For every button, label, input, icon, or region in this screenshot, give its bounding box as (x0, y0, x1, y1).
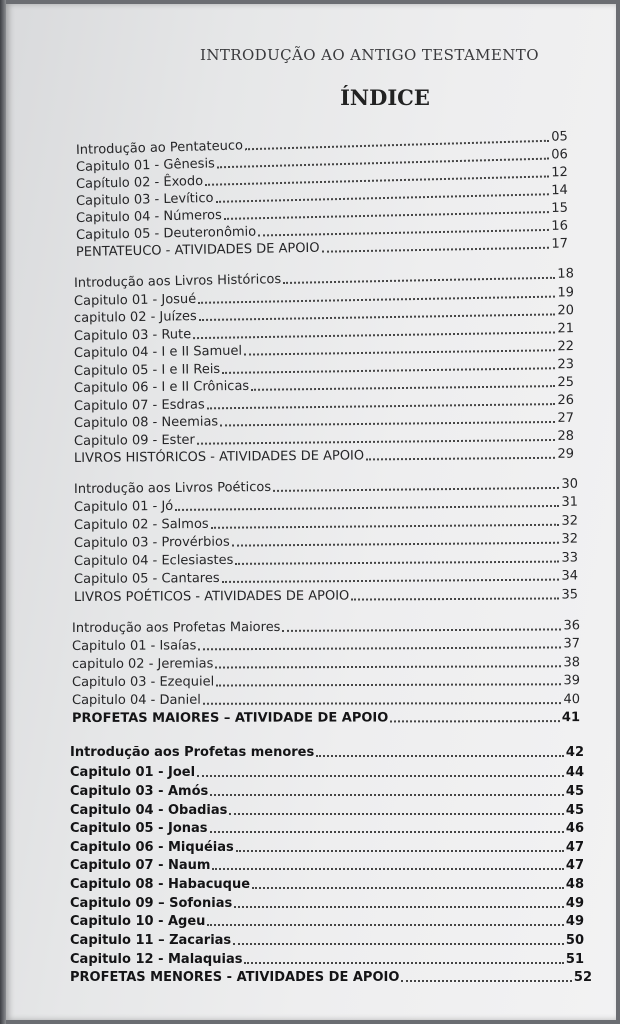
toc-entry-page-number: 35 (561, 587, 579, 603)
toc-entry-label: Capitulo 06 - Miquéias (70, 840, 234, 855)
toc-entry-label: Introdução aos Profetas menores (70, 745, 315, 760)
toc-entry (70, 784, 584, 799)
toc-entry (70, 840, 584, 855)
toc-leader-dots (258, 229, 549, 237)
toc-entry-label: PROFETAS MAIORES – ATIVIDADE DE APOIO (71, 710, 389, 726)
toc-leader-dots (197, 439, 556, 445)
toc-entry (74, 411, 574, 431)
toc-entry-page-number: 47 (565, 858, 584, 873)
toc-entry-page-number: 49 (565, 914, 584, 929)
toc-entry-label: Capitulo 07 - Naum (70, 858, 211, 873)
toc-entry-label: Capitulo 02 - Salmos (73, 516, 209, 533)
toc-entry-label: Introdução ao Pentateuco (75, 138, 244, 158)
toc-entry (74, 532, 578, 551)
toc-entry-page-number: 48 (565, 877, 584, 892)
toc-entry (72, 710, 580, 726)
toc-entry-page-number: 52 (573, 970, 592, 985)
toc-entry-label: Introdução aos Profetas Maiores (71, 619, 281, 636)
toc-entry-page-number: 27 (557, 410, 575, 426)
toc-entry-label: Capitulo 05 - Deuteronômio (75, 224, 257, 243)
toc-entry-page-number: 46 (565, 821, 584, 836)
toc-entry-label: Introdução aos Livros Históricos (73, 272, 282, 291)
toc-entry-label: Capitulo 04 - I e II Samuel (73, 343, 243, 361)
toc-leader-dots (198, 646, 561, 650)
toc-entry-label: Capitulo 09 - Ester (73, 432, 195, 449)
toc-entry-label: Capitulo 03 - Levítico (75, 190, 214, 209)
toc-entry (70, 821, 584, 836)
toc-entry (70, 933, 584, 948)
toc-entry-label: Capitulo 05 - Cantares (73, 570, 220, 587)
toc-entry-page-number: 20 (557, 303, 575, 319)
toc-entry-label: Capitulo 06 - I e II Crônicas (73, 378, 250, 396)
toc-leader-dots (210, 831, 564, 833)
toc-entry-page-number: 25 (557, 374, 575, 391)
toc-entry-page-number: 44 (565, 765, 584, 780)
toc-entry-page-number: 30 (561, 476, 579, 492)
toc-entry-page-number: 45 (565, 784, 584, 799)
toc-leader-dots (222, 367, 555, 374)
toc-entry-page-number: 14 (551, 182, 569, 199)
toc-entry-label: Introdução aos Livros Poéticos (73, 479, 272, 497)
toc-entry-label: Capitulo 01 - Jó (73, 498, 174, 515)
toc-entry (74, 514, 578, 533)
toc-entry-page-number: 45 (565, 803, 584, 818)
toc-entry-page-number: 37 (563, 636, 581, 652)
toc-leader-dots (232, 542, 560, 547)
toc-entry-page-number: 17 (551, 236, 569, 252)
toc-leader-dots (282, 628, 561, 631)
toc-leader-dots (252, 887, 564, 889)
toc-entry (70, 858, 584, 873)
toc-entry-label: Capítulo 02 - Êxodo (75, 173, 204, 192)
toc-entry-page-number: 21 (557, 321, 575, 337)
toc-leader-dots (229, 813, 564, 815)
toc-entry-label: Capitulo 03 - Rute (73, 327, 192, 344)
toc-entry (70, 914, 584, 929)
toc-leader-dots (244, 349, 555, 355)
toc-entry (70, 803, 584, 818)
toc-leader-dots (251, 385, 555, 391)
toc-entry-page-number: 47 (565, 840, 584, 855)
toc-entry-label: Capitulo 11 – Zacarias (70, 933, 232, 948)
toc-entry-label: Capitulo 03 - Provérbios (73, 534, 230, 551)
toc-entry-label: Capitulo 05 - I e II Reis (73, 361, 221, 379)
toc-entry (72, 655, 580, 672)
toc-entry-label: Capitulo 09 – Sofonias (70, 896, 233, 911)
toc-entry (74, 429, 574, 449)
toc-entry (70, 896, 584, 911)
toc-leader-dots (198, 296, 555, 304)
toc-entry-label: LIVROS POÉTICOS - ATIVIDADES DE APOIO (73, 588, 350, 605)
toc-leader-dots (175, 505, 559, 511)
toc-leader-dots (244, 962, 563, 964)
toc-entry (70, 745, 584, 760)
toc-leader-dots (197, 775, 564, 777)
toc-entry-label: Capitulo 03 - Ezequiel (71, 674, 215, 690)
toc-entry-page-number: 16 (551, 218, 569, 234)
toc-leader-dots (216, 683, 561, 686)
toc-entry-page-number: 23 (557, 357, 575, 373)
toc-entry-label: PROFETAS MENORES - ATIVIDADES DE APOIO (70, 970, 400, 985)
toc-entry-page-number: 40 (563, 692, 581, 708)
toc-entry (72, 618, 580, 636)
toc-entry (70, 765, 584, 780)
toc-leader-dots (207, 403, 556, 409)
toc-entry-page-number: 33 (561, 550, 579, 566)
toc-entry-page-number: 36 (563, 618, 581, 634)
toc-entry (74, 568, 578, 587)
toc-entry-label: Capitulo 01 - Josué (73, 291, 197, 309)
toc-entry-page-number: 26 (557, 392, 575, 409)
toc-entry (72, 673, 580, 690)
toc-entry-page-number: 49 (565, 896, 584, 911)
toc-entry-page-number: 22 (557, 339, 575, 355)
toc-entry-label: capitulo 02 - Jeremias (71, 656, 214, 672)
toc-leader-dots (215, 665, 561, 668)
toc-leader-dots (401, 980, 572, 982)
toc-entry-page-number: 12 (551, 164, 569, 181)
toc-entry (72, 636, 580, 654)
toc-leader-dots (351, 597, 559, 600)
toc-entry-page-number: 42 (565, 745, 584, 760)
toc-entry-label: Capitulo 04 - Números (75, 207, 222, 226)
toc-entry-page-number: 50 (565, 933, 584, 948)
toc-leader-dots (211, 524, 560, 529)
toc-entry-page-number: 06 (551, 147, 569, 163)
toc-leader-dots (193, 331, 555, 339)
toc-leader-dots (316, 755, 564, 757)
toc-entry-page-number: 18 (557, 266, 575, 282)
toc-entry-label: Capitulo 01 - Isaías (71, 638, 197, 654)
toc-entry-label: Capitulo 08 - Neemias (73, 414, 219, 431)
toc-leader-dots (212, 868, 563, 870)
toc-leader-dots (224, 211, 550, 220)
toc-entry-label: PENTATEUCO - ATIVIDADES DE APOIO (75, 240, 320, 260)
toc-entry-page-number: 39 (563, 673, 581, 689)
toc-entry-label: Capitulo 12 - Malaquias (70, 952, 243, 967)
toc-entry-label: Capitulo 05 - Jonas (70, 821, 208, 836)
toc-entry-label: Capitulo 04 - Daniel (71, 692, 201, 708)
toc-entry (74, 495, 578, 515)
toc-entry-label: LIVROS HISTÓRICOS - ATIVIDADES DE APOIO (73, 448, 365, 466)
toc-entry (70, 970, 592, 985)
toc-leader-dots (203, 702, 562, 705)
toc-entry-page-number: 32 (561, 531, 579, 547)
toc-leader-dots (236, 850, 564, 852)
toc-entry (74, 447, 574, 466)
toc-leader-dots (235, 561, 559, 565)
toc-entry-label: Capitulo 04 - Eclesiastes (73, 552, 234, 569)
toc-entry-page-number: 05 (551, 129, 569, 145)
toc-entry (74, 477, 578, 497)
toc-entry-label: Capitulo 08 - Habacuque (70, 877, 251, 892)
toc-entry-page-number: 51 (565, 952, 584, 967)
toc-entry-label: Capitulo 01 - Joel (70, 765, 196, 780)
toc-entry (74, 587, 578, 605)
toc-entry-page-number: 29 (557, 446, 575, 462)
toc-entry-label: Capitulo 03 - Amós (70, 784, 209, 799)
toc-entry-page-number: 15 (551, 200, 569, 217)
toc-leader-dots (207, 924, 563, 926)
toc-leader-dots (234, 906, 564, 908)
toc-leader-dots (210, 794, 564, 796)
running-title: INTRODUÇÃO AO ANTIGO TESTAMENTO (200, 46, 539, 64)
toc-entry (70, 952, 584, 967)
toc-entry-page-number: 31 (561, 494, 579, 510)
page-title: ÍNDICE (340, 85, 430, 110)
toc-entry-page-number: 28 (557, 428, 575, 444)
toc-leader-dots (322, 247, 550, 253)
toc-entry-label: Capitulo 10 - Ageu (70, 914, 206, 929)
toc-entry-label: capitulo 02 - Juízes (73, 309, 197, 326)
toc-entry-label: Capitulo 04 - Obadias (70, 803, 228, 818)
toc-entry-page-number: 38 (563, 655, 581, 671)
toc-entry (72, 692, 580, 708)
toc-entry-label: Capitulo 07 - Esdras (73, 397, 205, 414)
toc-entry-page-number: 41 (561, 710, 581, 726)
toc-leader-dots (366, 457, 555, 461)
toc-entry-page-number: 32 (561, 513, 579, 529)
toc-leader-dots (283, 277, 555, 284)
toc-entry (70, 877, 584, 892)
toc-leader-dots (199, 313, 556, 321)
toc-leader-dots (390, 720, 560, 722)
toc-entry (74, 550, 578, 569)
toc-leader-dots (220, 421, 555, 427)
toc-entry-page-number: 19 (557, 285, 575, 301)
toc-leader-dots (233, 943, 564, 945)
toc-entry-page-number: 34 (561, 568, 579, 584)
toc-leader-dots (273, 487, 559, 492)
toc-leader-dots (222, 579, 560, 583)
toc-entry-label: Capitulo 01 - Gênesis (75, 156, 216, 175)
